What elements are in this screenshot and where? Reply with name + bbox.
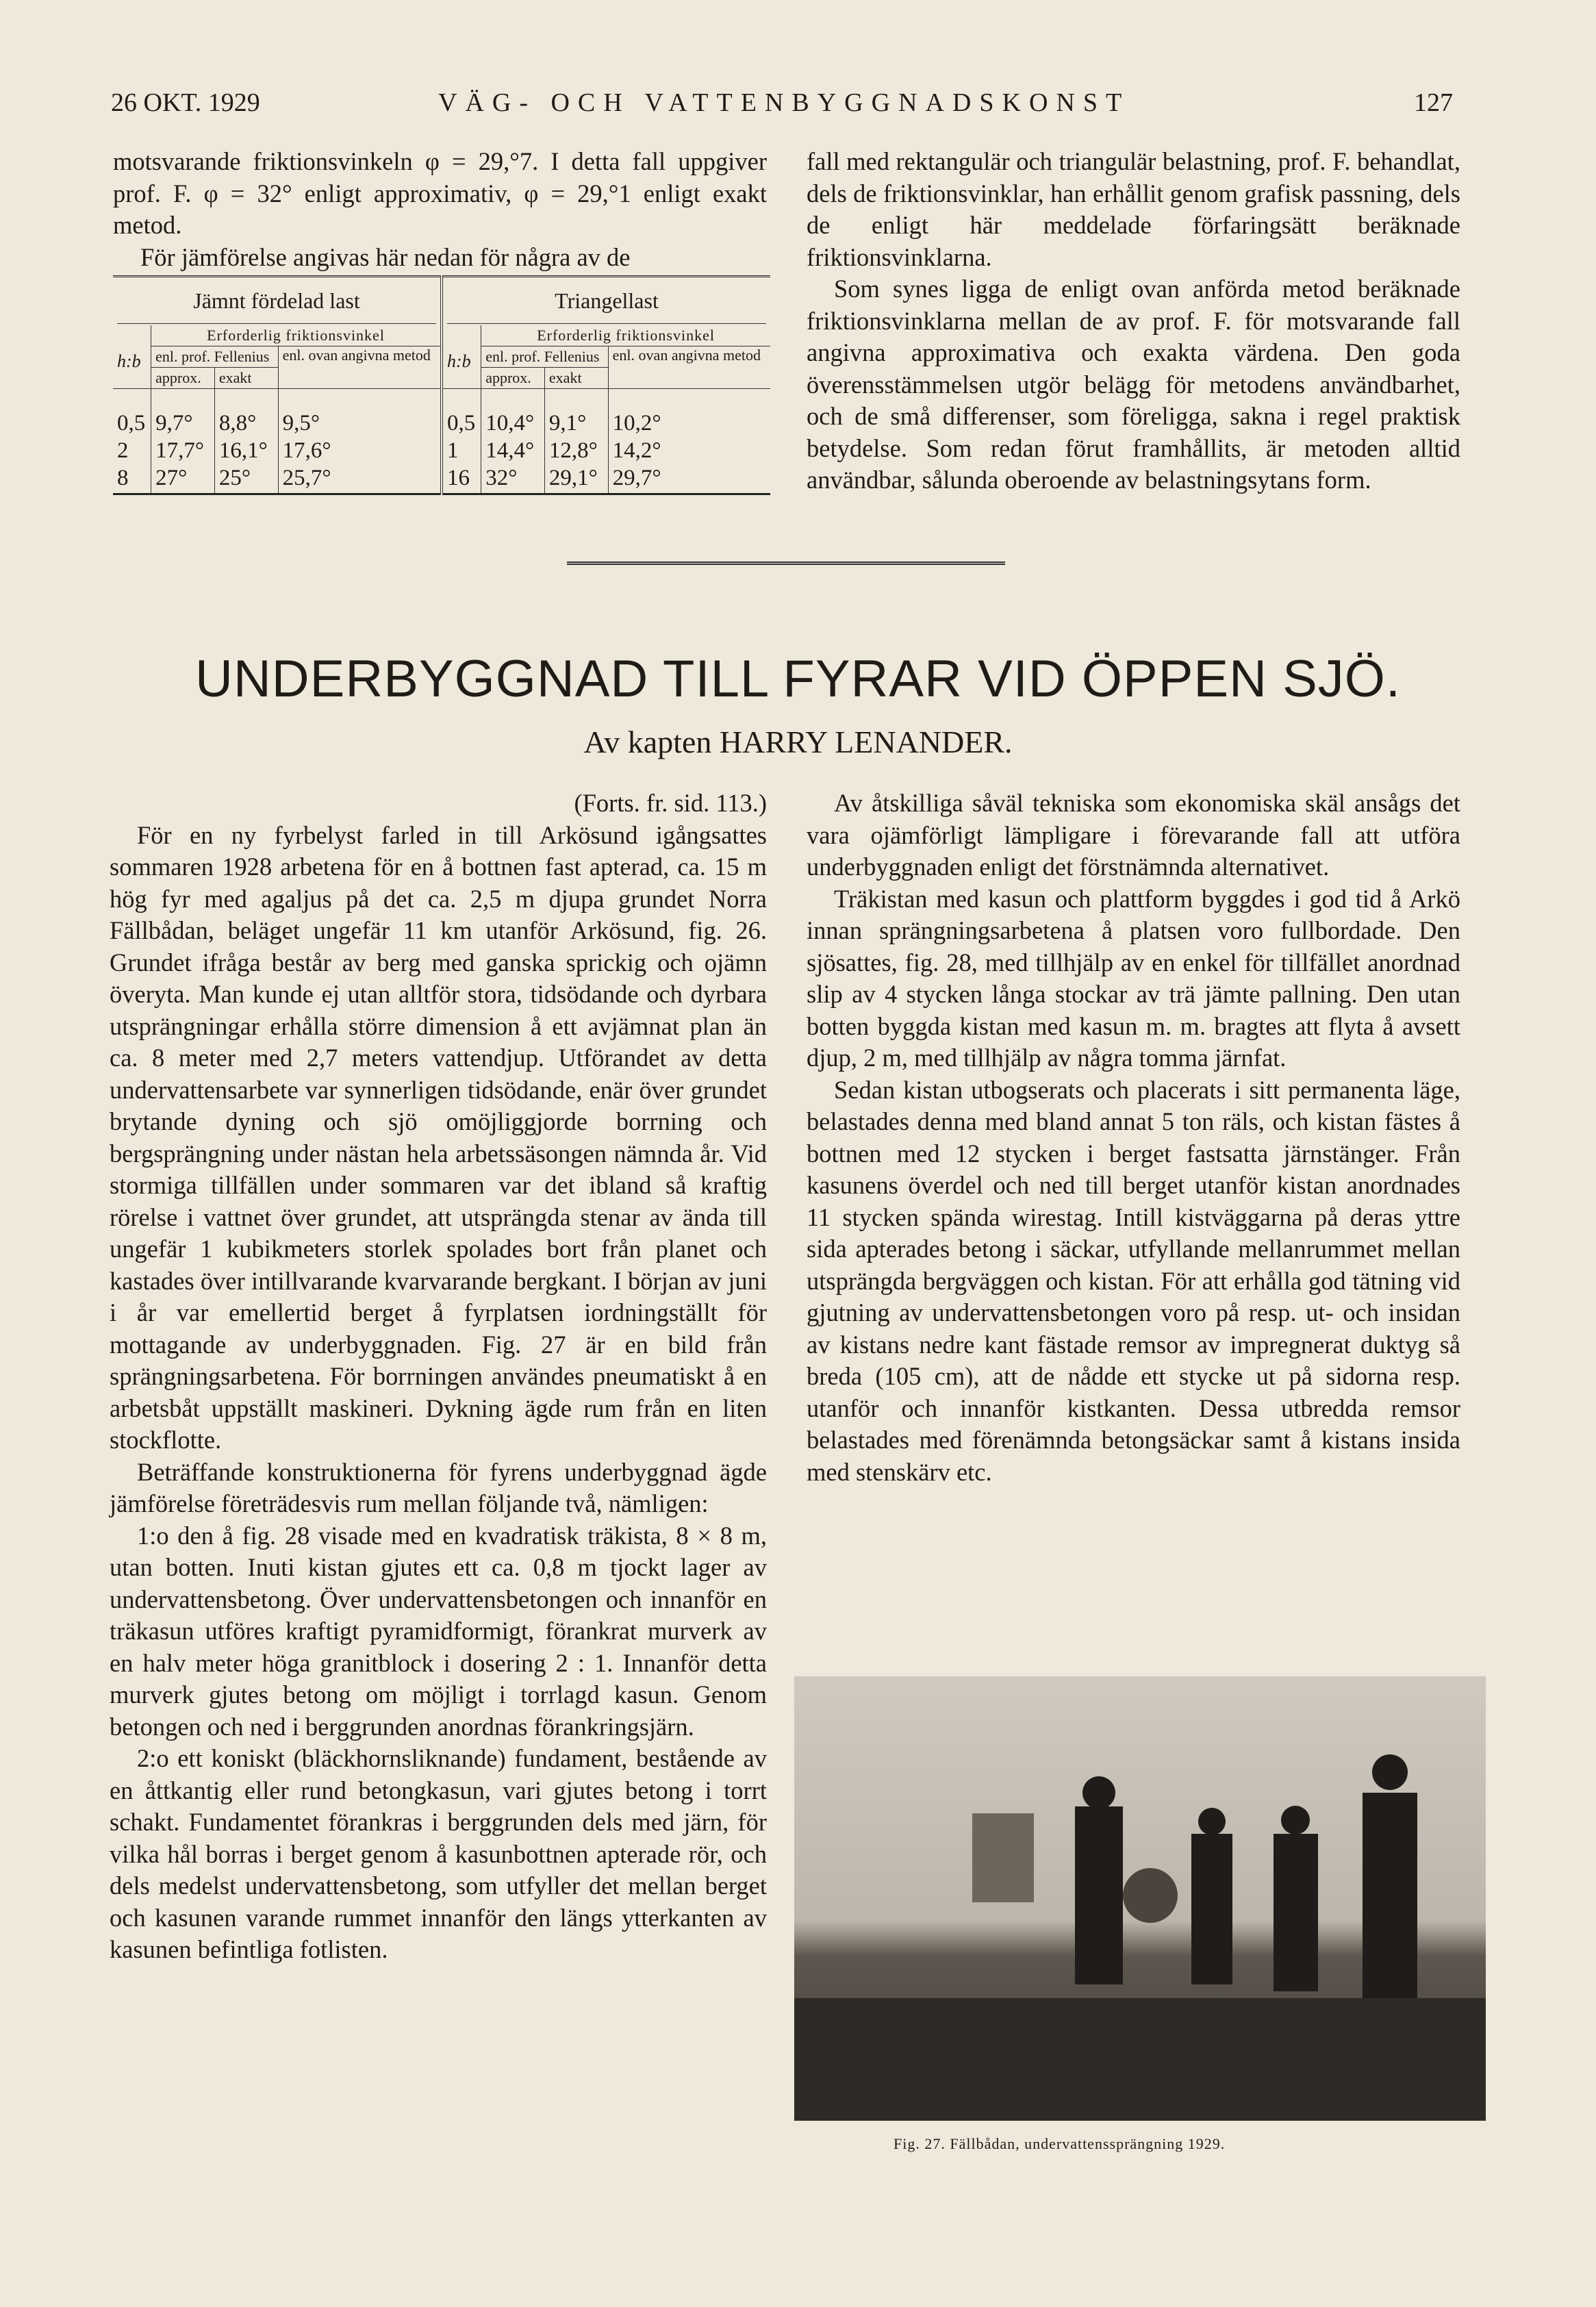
table-cell: 10,2° — [612, 411, 661, 436]
article-para: Av åtskilliga såväl tekniska som ekonomiska skäl ansågs det vara ojämförligt lämpligare i förevarande fall att utföra underbyggnaden enligt det förstnämnda alternativet. — [807, 789, 1460, 881]
table-col-ovan: enl. ovan angivna metod — [278, 346, 442, 389]
raft-deck — [794, 1998, 1486, 2121]
table-cell: 17,6° — [282, 438, 331, 463]
worker-figure — [1191, 1834, 1232, 1984]
table-cell: 9,5° — [282, 411, 320, 436]
page-date: 26 OKT. 1929 — [111, 88, 260, 117]
article-left-column — [110, 787, 767, 1966]
intro-left-para: motsvarande friktionsvinkeln φ = 29,°7. I detta fall uppgiver prof. F. φ = 32° enligt approximativ, φ = 29,°1 enligt exakt metod. — [113, 147, 767, 239]
article-para: Träkistan med kasun och plattform byggdes i god tid å Arkö innan sprängningsarbetena å platsen voro fullbordade. Den sjösattes, fig. 28, med tillhjälp av en enkel för tillfället anordnad slip av 4 stycken långa stockar av trä jämte pallning. Den utan botten byggda kistan med kasun m. m. bragtes att flyta å avsett djup, 2 m, med tillhjälp av några tomma järnfat. — [807, 884, 1460, 1072]
table-col-ovan: enl. ovan angivna metod — [608, 346, 770, 389]
table-cell: 12,8° — [548, 438, 598, 463]
diving-helmet — [1123, 1868, 1178, 1923]
figure-caption: Fig. 27. Fällbådan, undervattenssprängning 1929. — [894, 2135, 1226, 2152]
table-cell: 14,4° — [485, 438, 535, 463]
table-cell: 29,7° — [612, 466, 661, 490]
table-required-header: Erforderlig friktionsvinkel — [481, 325, 770, 346]
photo-illustration — [794, 1676, 1486, 2121]
table-cell: 2 — [117, 438, 129, 463]
table-hb-header: h:b — [117, 351, 141, 371]
intro-left-para: För jämförelse angivas här nedan för några av de — [140, 242, 631, 271]
table-col-prof: enl. prof. Fellenius — [481, 346, 608, 368]
table-cell: 10,4° — [485, 411, 535, 436]
intro-right-column — [807, 146, 1460, 496]
section-divider — [567, 562, 1005, 565]
boat-silhouette — [972, 1813, 1034, 1902]
table-col-approx: approx. — [151, 368, 215, 389]
table-col-prof: enl. prof. Fellenius — [151, 346, 278, 368]
table-cell: 29,1° — [548, 466, 598, 490]
table-cell: 8,8° — [218, 411, 257, 436]
table-cell: 9,7° — [155, 411, 193, 436]
worker-figure — [1274, 1834, 1318, 1991]
table-cell: 1 — [446, 438, 459, 463]
worker-figure — [1363, 1793, 1417, 1998]
worker-figure — [1075, 1806, 1123, 1984]
table-cell: 32° — [485, 466, 518, 490]
table-required-header: Erforderlig friktionsvinkel — [151, 325, 442, 346]
article-para: Sedan kistan utbogserats och placerats i sitt permanenta läge, belastades denna med bland annat 5 ton räls, och kistan fästes å bottnen med 12 stycken i berget fastsatta järnstänger. Från kasunens överdel och ned till berget utanför kistan anordnades 11 stycken spända wirestag. Intill kistväggarna på deras yttre sida apterades betong i säckar, utfyllande mellanrummet mellan utsprängda bergväggen och kistan. För att erhålla god tätning vid gjutning av undervattensbetongen voro på resp. ut- och insidan av kistans nedre kant fästade remsor av impregnerat duktyg så breda (105 cm), att de nådde ett stycke ut på sidorna resp. utanför och innanför kistkanten. Dessa utbredda remsor belastades med förenämnda betongsäckar samt å kistans insida med stenskärv etc. — [807, 1075, 1460, 1486]
intro-left-column — [113, 146, 767, 273]
table-cell: 25,7° — [282, 466, 331, 490]
continued-note: (Forts. fr. sid. 113.) — [574, 789, 767, 817]
table-group-even: Jämnt fördelad last — [117, 279, 436, 324]
journal-title: VÄG- OCH VATTENBYGGNADSKONST — [438, 88, 1130, 117]
article-title: UNDERBYGGNAD TILL FYRAR VID ÖPPEN SJÖ. — [194, 650, 1402, 708]
table-col-exakt: exakt — [214, 368, 278, 389]
article-para: Beträffande konstruktionerna för fyrens underbyggnad ägde jämförelse företrädesvis rum mellan följande två, nämligen: — [110, 1457, 767, 1517]
table-cell: 27° — [155, 466, 188, 490]
friction-table — [113, 275, 770, 495]
table-cell: 14,2° — [612, 438, 661, 463]
worker-head — [1281, 1806, 1310, 1835]
table-cell: 17,7° — [155, 438, 205, 463]
page-number: 127 — [1414, 88, 1453, 117]
worker-head — [1372, 1754, 1408, 1790]
intro-right-para: fall med rektangulär och triangulär belastning, prof. F. behandlat, dels de friktionsvinklar, han erhållit genom grafisk passning, dels de enligt här meddelade förfaringsätt beräknade friktionsvinklarna. — [807, 147, 1460, 271]
worker-head — [1198, 1808, 1226, 1835]
table-col-approx: approx. — [481, 368, 545, 389]
article-right-column — [807, 787, 1460, 1488]
table-group-tri: Triangellast — [447, 279, 766, 324]
table-cell: 8 — [117, 466, 129, 490]
table-cell: 16 — [446, 466, 470, 490]
article-para: 1:o den å fig. 28 visade med en kvadratisk träkista, 8 × 8 m, utan botten. Inuti kistan gjutes ett ca. 0,8 m tjockt lager av undervattensbetong. Över undervattensbetongen och innanför en träkasun utföres kraftigt pyramidformigt, förankrat murverk av en halv meter höga granitblock i dosering 2 : 1. Innanför detta murverk gjutes betong om möjligt i torrlagd kasun. Genom betongen och ned i berggrunden anordnas förankringsjärn. — [110, 1521, 767, 1741]
table-cell: 0,5 — [117, 411, 146, 436]
article-para: För en ny fyrbelyst farled in till Arkösund igångsattes sommaren 1928 arbetena för en å bottnen fast apterad, ca. 15 m hög fyr med agaljus på det ca. 2,5 m djupa grundet Norra Fällbådan, beläget ungefär 11 km utanför Arkösund, fig. 26. Grundet ifråga består av berg med ganska sprickig och ojämn överyta. Man kunde ej utan alltför stora, tidsödande och dyrbara utsprängningar erhålla större dimension å ett avjämnat plan än ca. 8 meter med 2,7 meters vattendjup. Utförandet av detta undervattensarbete var synnerligen tidsödande, enär över grundet brytande dyning och sjö omöjliggjorde borrning och bergsprängning under nästan hela arbetssäsongen nämnda år. Vid stormiga tillfällen under sommaren var det ibland så kraftig rörelse i vattnet över grundet, att utsprängda stenar av ända till ungefär 1 kubikmeters storlek spolades bort från planet och kastades över intillvarande kvarvarande bergkant. I början av juni i år var emellertid berget å fyrplatsen iordningställt för mottagande av underbyggnaden. Fig. 27 är en bild från sprängningsarbetena. För borrningen användes pneumatiskt å en arbetsbåt uppställt maskineri. Dykning ägde rum från en liten stockflotte. — [110, 820, 767, 1454]
intro-right-para: Som synes ligga de enligt ovan anförda metod beräknade friktionsvinklarna mellan de av prof. F. för motsvarande fall angivna approximativa och exakta värdena. Den goda överensstämmelsen utgör belägg för metodens användbarhet, och de små differenser, som föreligga, sakna i regel praktisk betydelse. Som redan förut framhållits, är metoden alltid användbar, sålunda oberoende av belastningsytans form. — [807, 275, 1460, 494]
table-hb-header: h:b — [446, 351, 471, 371]
table-cell: 25° — [218, 466, 251, 490]
article-byline: Av kapten HARRY LENANDER. — [583, 724, 1013, 759]
figure-27-photo — [794, 1676, 1486, 2121]
worker-head — [1082, 1776, 1115, 1809]
table-col-exakt: exakt — [544, 368, 608, 389]
table-cell: 16,1° — [218, 438, 268, 463]
article-para: 2:o ett koniskt (bläckhornsliknande) fundament, bestående av en åttkantig eller rund betongkasun, vari gjutes betong i torrt schakt. Fundamentet förankras i berggrunden dels med järn, för vilka hål borras i berget genom å kasunbottnen apterade rör, och dels medelst undervattensbetong, som utfyller det mellan berget och kasunen varande rummet innanför den längs ytterkanten av kasunen befintliga fotlisten. — [110, 1744, 767, 1963]
table-cell: 9,1° — [548, 411, 587, 436]
table-cell: 0,5 — [446, 411, 476, 436]
